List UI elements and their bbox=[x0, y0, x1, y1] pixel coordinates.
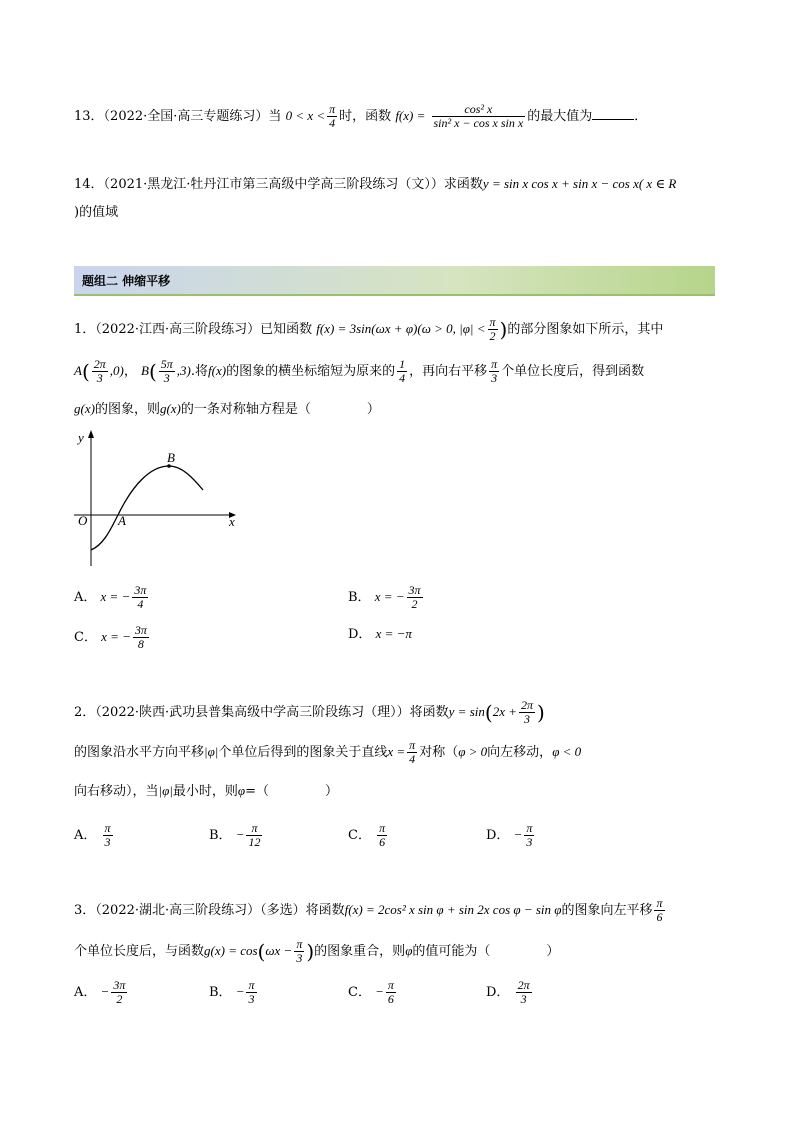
q13-source: （2022·全国·高三专题练习） bbox=[103, 109, 269, 124]
question-3 bbox=[74, 897, 720, 924]
q3-shift-fraction: $\frac{\pi}{6}$ bbox=[656, 896, 663, 924]
sine-curve bbox=[91, 466, 203, 550]
q1-text-i: ） bbox=[366, 402, 380, 417]
q14-domain: ( x ∈ R bbox=[638, 176, 677, 191]
q2-option-a[interactable]: A． $\frac{\pi}{3}$ bbox=[74, 821, 111, 849]
q3-phi: φ bbox=[405, 943, 413, 958]
q1-point-b: B bbox=[141, 363, 149, 378]
q1-function-graph bbox=[70, 426, 250, 571]
q3-text-f: ） bbox=[546, 944, 560, 959]
q2-source: （2022·陕西·武功县普集高级中学高三阶段练习（理）） bbox=[95, 705, 410, 720]
y-axis-label: y bbox=[78, 430, 84, 445]
q1-point-b-tail: ,3) bbox=[176, 363, 191, 378]
q2-text-i: ） bbox=[324, 784, 338, 799]
q1-fx: f(x) bbox=[208, 363, 227, 378]
q1-text-b: 的部分图象如下所示，其中 bbox=[507, 322, 664, 337]
x-axis-label: x bbox=[229, 514, 235, 529]
q2-text-e: 向左移动， bbox=[487, 745, 553, 760]
q1-scale-fraction: $\frac{1}{4}$ bbox=[399, 357, 406, 385]
q1-point-a: A bbox=[74, 363, 82, 378]
q1-text-c: .将 bbox=[190, 364, 209, 379]
q1-option-d[interactable]: D． x = −π bbox=[348, 626, 412, 642]
question-14 bbox=[74, 174, 720, 195]
q14-line-2 bbox=[74, 203, 720, 223]
q1-text: 已知函数 bbox=[260, 322, 313, 337]
q3-line-2: 个单位长度后，与函数g(x) = cos(ωx − $\frac{\pi}{3}$ )的图象重合，则φ的值可能为（ ） bbox=[74, 937, 560, 965]
q14-text-b: )的值域 bbox=[74, 205, 119, 220]
q13-condition: 0 < x < bbox=[285, 108, 326, 123]
q13-cond-fraction: $\frac{\pi}{4}$ bbox=[329, 102, 336, 130]
q2-text-g: 最小时，则 bbox=[172, 784, 238, 799]
q1-text-e: ，再向右平移 bbox=[409, 364, 488, 379]
q2-option-d[interactable]: D． − $\frac{\pi}{3}$ bbox=[486, 821, 533, 849]
q14-source: （2021·黑龙江·牡丹江市第三高级中学高三阶段练习（文）） bbox=[103, 177, 444, 192]
question-2: 2．（2022·陕西·武功县普集高级中学高三阶段练习（理））将函数y = sin(2x + $\frac{2\pi}{3}$ ) bbox=[74, 698, 545, 726]
q2-text-h: =（ bbox=[245, 784, 269, 799]
q1-number: 1． bbox=[74, 322, 96, 337]
q2-inner: 2x + bbox=[492, 704, 517, 719]
q2-formula: y = sin bbox=[448, 704, 485, 719]
q1-source: （2022·江西·高三阶段练习） bbox=[95, 322, 261, 337]
q14-number: 14． bbox=[74, 177, 104, 192]
q2-abs-phi-2: |φ| bbox=[158, 783, 173, 798]
q1-gx-2: g(x) bbox=[159, 401, 181, 416]
question-13 bbox=[74, 103, 720, 130]
q2-option-c[interactable]: C． $\frac{\pi}{6}$ bbox=[348, 821, 386, 849]
q13-answer-blank[interactable] bbox=[592, 107, 634, 120]
q1-shift-fraction: $\frac{\pi}{3}$ bbox=[491, 357, 498, 385]
section-title: 题组二 伸缩平移 bbox=[82, 274, 171, 288]
point-b-label: B bbox=[167, 450, 175, 465]
q3-source: （2022·湖北·高三阶段练习） bbox=[95, 903, 261, 918]
origin-label: O bbox=[78, 513, 88, 528]
y-axis-arrow bbox=[88, 430, 94, 438]
q3-option-a[interactable]: A． − $\frac{3\pi}{2}$ bbox=[74, 978, 126, 1006]
q13-end: ． bbox=[634, 109, 648, 124]
q13-text: 当 bbox=[268, 109, 282, 124]
q2-phi: φ bbox=[237, 783, 246, 798]
q2-text: 将函数 bbox=[409, 705, 449, 720]
q2-option-b[interactable]: B． − $\frac{\pi}{12}$ bbox=[209, 821, 261, 849]
q1-line-2: A( $\frac{2\pi}{3}$ ,0)， B( $\frac{5\pi}{3}$ ,3).将f(x)的图象的横坐标缩短为原来的 $\frac{1}{4}$ ，再向右平移 $\frac{\pi}{3}$ 个单位长度后，得到函数 bbox=[74, 357, 645, 385]
q1-option-c[interactable]: C． x = − $\frac{3\pi}{8}$ bbox=[74, 623, 147, 651]
point-a-label: A bbox=[118, 513, 126, 528]
q2-number: 2． bbox=[74, 705, 96, 720]
q3-text-b: 的图象向左平移 bbox=[561, 903, 653, 918]
q1-point-a-fraction: $\frac{2\pi}{3}$ bbox=[93, 357, 106, 385]
q1-text-d: 的图象的横坐标缩短为原来的 bbox=[226, 364, 396, 379]
q1-gx: g(x) bbox=[74, 401, 95, 416]
q3-option-d[interactable]: D． $\frac{2\pi}{3}$ bbox=[486, 978, 530, 1006]
q14-formula: y = sin x cos x + sin x − cos x bbox=[482, 176, 639, 191]
q13-number: 13． bbox=[74, 109, 104, 124]
q2-line-x: x = bbox=[387, 744, 406, 759]
q1-text-h: 的一条对称轴方程是（ bbox=[180, 402, 311, 417]
q3-inner: ωx − bbox=[265, 943, 293, 958]
q3-gx: g(x) = cos bbox=[204, 943, 258, 958]
q14-text: 求函数 bbox=[443, 177, 483, 192]
q2-text-d: 对称（ bbox=[419, 745, 459, 760]
q1-point-b-fraction: $\frac{5\pi}{3}$ bbox=[160, 357, 173, 385]
q1-option-b[interactable]: B． x = − $\frac{3\pi}{2}$ bbox=[348, 583, 421, 611]
q2-text-f: 向右移动），当 bbox=[74, 784, 159, 799]
q1-text-f: 个单位长度后，得到函数 bbox=[501, 364, 645, 379]
q3-option-c[interactable]: C． − $\frac{\pi}{6}$ bbox=[348, 978, 394, 1006]
section-header bbox=[74, 266, 715, 296]
q2-abs-phi: |φ| bbox=[204, 744, 219, 759]
q2-line-2 bbox=[74, 739, 720, 766]
q3-text-e: 的值可能为（ bbox=[412, 944, 491, 959]
q2-inner-fraction: $\frac{2\pi}{3}$ bbox=[520, 698, 533, 726]
q1-point-a-tail: ,0) bbox=[109, 363, 124, 378]
q2-text-c: 个单位后得到的图象关于直线 bbox=[218, 745, 388, 760]
q1-option-a[interactable]: A． x = − $\frac{3\pi}{4}$ bbox=[74, 583, 147, 611]
q1-condition: (ω > 0, |φ| < bbox=[417, 321, 486, 336]
q3-inner-fraction: $\frac{\pi}{3}$ bbox=[296, 937, 303, 965]
q3-text-c: 个单位长度后，与函数 bbox=[74, 944, 205, 959]
q13-text-b: 时，函数 bbox=[339, 109, 392, 124]
question-1: 1．（2022·江西·高三阶段练习）已知函数 f(x) = 3sin(ωx + φ)(ω > 0, |φ| < $\frac{\pi}{2}$ )的部分图象如下所示，其中 bbox=[74, 315, 664, 343]
q2-cond-2: φ < 0 bbox=[552, 744, 582, 759]
q1-text-g: 的图象，则 bbox=[94, 402, 160, 417]
q3-formula: f(x) = 2cos² x sin φ + sin 2x cos φ − sin φ bbox=[344, 902, 562, 917]
q3-text-d: 的图象重合，则 bbox=[314, 944, 406, 959]
q2-line-fraction: $\frac{\pi}{4}$ bbox=[409, 738, 416, 766]
q3-tag: （多选） bbox=[260, 903, 306, 918]
q3-option-b[interactable]: B． − $\frac{\pi}{3}$ bbox=[209, 978, 255, 1006]
q2-text-b: 的图象沿水平方向平移 bbox=[74, 745, 205, 760]
q3-text: 将函数 bbox=[305, 903, 345, 918]
q13-text-c: 的最大值为 bbox=[527, 109, 593, 124]
q13-main-fraction: $\frac{\text{cos² x}}{\text{sin² x − cos x sin x}}$ bbox=[433, 102, 524, 130]
q3-number: 3． bbox=[74, 903, 96, 918]
q1-line-3 bbox=[74, 399, 720, 420]
q13-fx: f(x) = bbox=[395, 108, 426, 123]
q2-cond-1: φ > 0 bbox=[458, 744, 488, 759]
q1-cond-fraction: $\frac{\pi}{2}$ bbox=[489, 315, 496, 343]
q1-formula: f(x) = 3sin(ωx + φ) bbox=[316, 321, 418, 336]
q2-line-3 bbox=[74, 781, 720, 802]
